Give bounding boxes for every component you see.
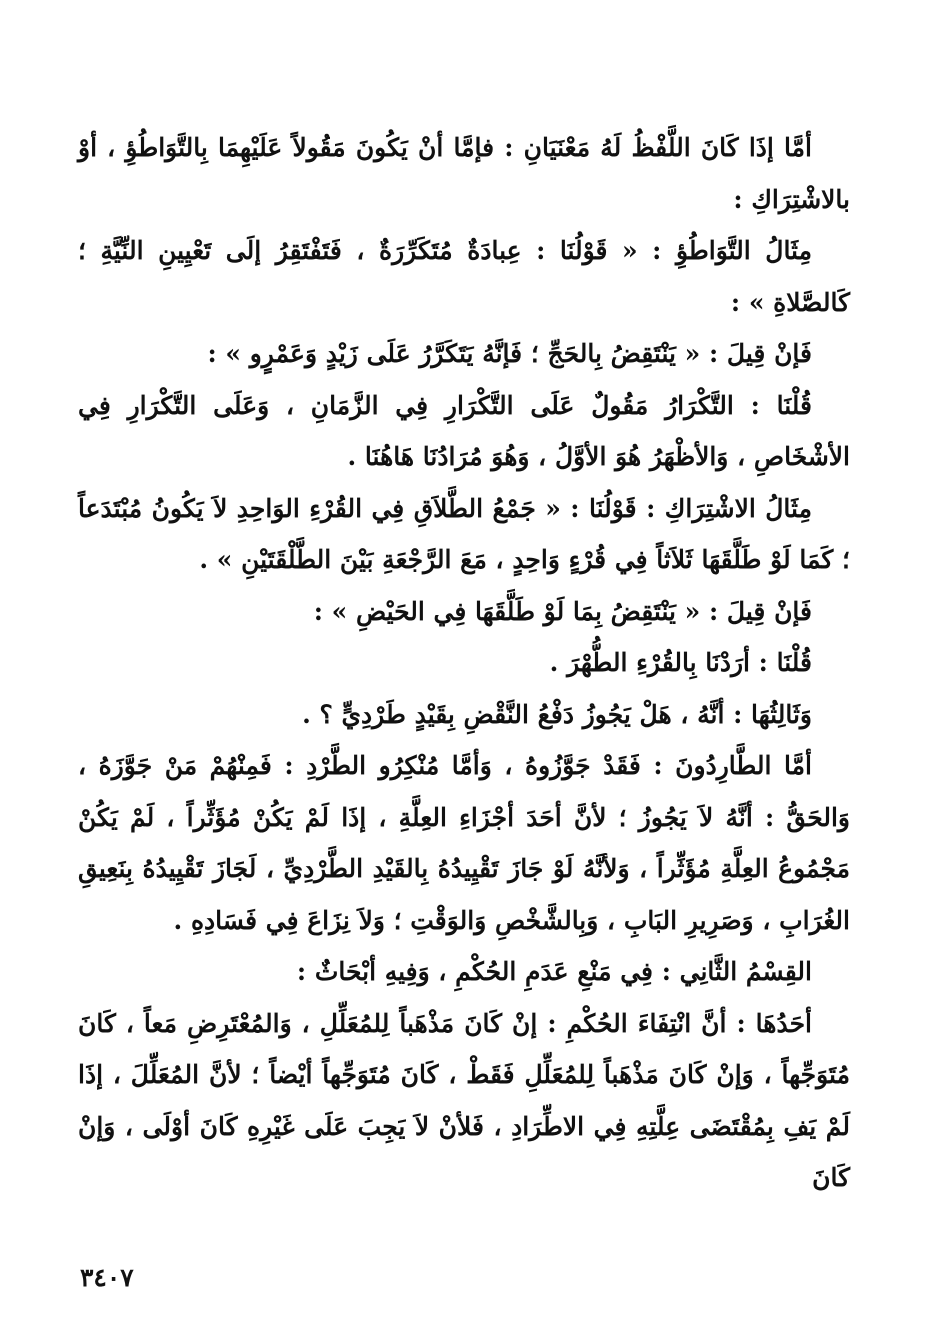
paragraph-8: وَثَالِثُهَا : أنَّهُ ، هَلْ يَجُوزُ دَفْعُ النَّقْضِ بِقَيْدٍ طَرْدِيٍّ ؟ . (302, 699, 812, 729)
paragraph-7: قُلْنَا : أرَدْنَا بِالقُرْءِ الطُّهْرَ . (549, 648, 812, 677)
paragraph-3: فَإنْ قِيلَ : « يَنْتَقِضُ بِالحَجِّ ؛ فَإنَّهُ يَتَكَرَّرُ عَلَى زَيْدٍ وَعَمْرٍو » : (207, 339, 812, 368)
paragraph-1: أمَّا إذَا كَانَ اللَّفْظُ لَهُ مَعْنَيَانِ : فإمَّا أنْ يَكُونَ مَقُولاً عَلَيْهِمَا بِالتَّوَاطُؤِ ، أوْ بالاشْتِرَاكِ : (78, 133, 850, 214)
paragraph-2: مِثَالُ التَّوَاطُؤِ : « قَوْلُنَا : عِبادَةٌ مُتَكَرِّرَةٌ ، فَتَفْتَقِرُ إلَى تَعْيِينِ النِّيَّةِ ؛ كَالصَّلاةِ » : (78, 236, 850, 317)
paragraph-6: فَإنْ قِيلَ : « يَنْتَقِضُ بِمَا لَوْ طَلَّقَهَا فِي الحَيْضِ » : (313, 596, 812, 626)
paragraph-10: القِسْمُ الثَّانِي : فِي مَنْعِ عَدَمِ الحُكْمِ ، وَفِيهِ أبْحَاثٌ : (296, 957, 812, 986)
paragraph-11: أحَدُهَا : أنَّ انْتِفَاءَ الحُكْمِ : إنْ كَانَ مَذْهَباً لِلمُعَلِّلِ ، وَالمُعْتَرِضِ مَعاً ، كَانَ مُتَوَجِّهاً ، وَإنْ كَانَ مَذْهَباً لِلمُعَلِّلِ فَقَطْ ، كَانَ مُتَوَجِّهاً أيْضاً ؛ لأنَّ المُعَلِّلَ ، إذَا لَمْ يَفِ بِمُقْتَضَى عِلَّتِهِ فِي الاطِّرَادِ ، فَلأنْ لاَ يَجِبَ عَلَى غَيْرِهِ كَانَ أوْلَى ، وَإنْ كَانَ (78, 1008, 850, 1192)
body-text (78, 122, 850, 1204)
paragraph-4: قُلْنَا : التَّكْرَارُ مَقُولٌ عَلَى التَّكْرَارِ فِي الزَّمَانِ ، وَعَلَى التَّكْرَارِ فِي الأشْخَاصِ ، وَالأظْهَرُ هُوَ الأوَّلُ ، وَهُوَ مُرَادُنَا هَاهُنَا . (78, 390, 850, 471)
paragraph-9: أمَّا الطَّارِدُونَ : فَقَدْ جَوَّزُوهُ ، وَأمَّا مُنْكِرُو الطَّرْدِ : فَمِنْهُمْ مَنْ جَوَّزَهُ ، وَالحَقُّ : أنَّهُ لاَ يَجُوزُ ؛ لأنَّ أحَدَ أجْزَاءِ العِلَّةِ ، إذَا لَمْ يَكُنْ مُؤَثِّراً ، لَمْ يَكُنْ مَجْمُوعُ العِلَّةِ مُؤَثِّراً ، وَلأنَّهُ لَوْ جَازَ تَقْيِيدُهُ بِالقَيْدِ الطَّرْدِيِّ ، لَجَازَ تَقْيِيدُهُ بِنَعِيقِ الغُرَابِ ، وَصَرِيرِ البَابِ ، وَبِالشَّخْصِ وَالوَقْتِ ؛ وَلاَ نِزَاعَ فِي فَسَادِهِ . (78, 751, 850, 935)
page-number: ٣٤٠٧ (80, 1263, 134, 1292)
paragraph-5: مِثَالُ الاشْتِرَاكِ : قَوْلُنَا : « جَمْعُ الطَّلاَقِ فِي القُرْءِ الوَاحِدِ لاَ يَكُونُ مُبْتَدَعاً ؛ كَمَا لَوْ طَلَّقَهَا ثَلاَثاً فِي قُرْءٍ وَاحِدٍ ، مَعَ الرَّجْعَةِ بَيْنَ الطَّلْقَتَيْنِ » . (78, 493, 850, 574)
